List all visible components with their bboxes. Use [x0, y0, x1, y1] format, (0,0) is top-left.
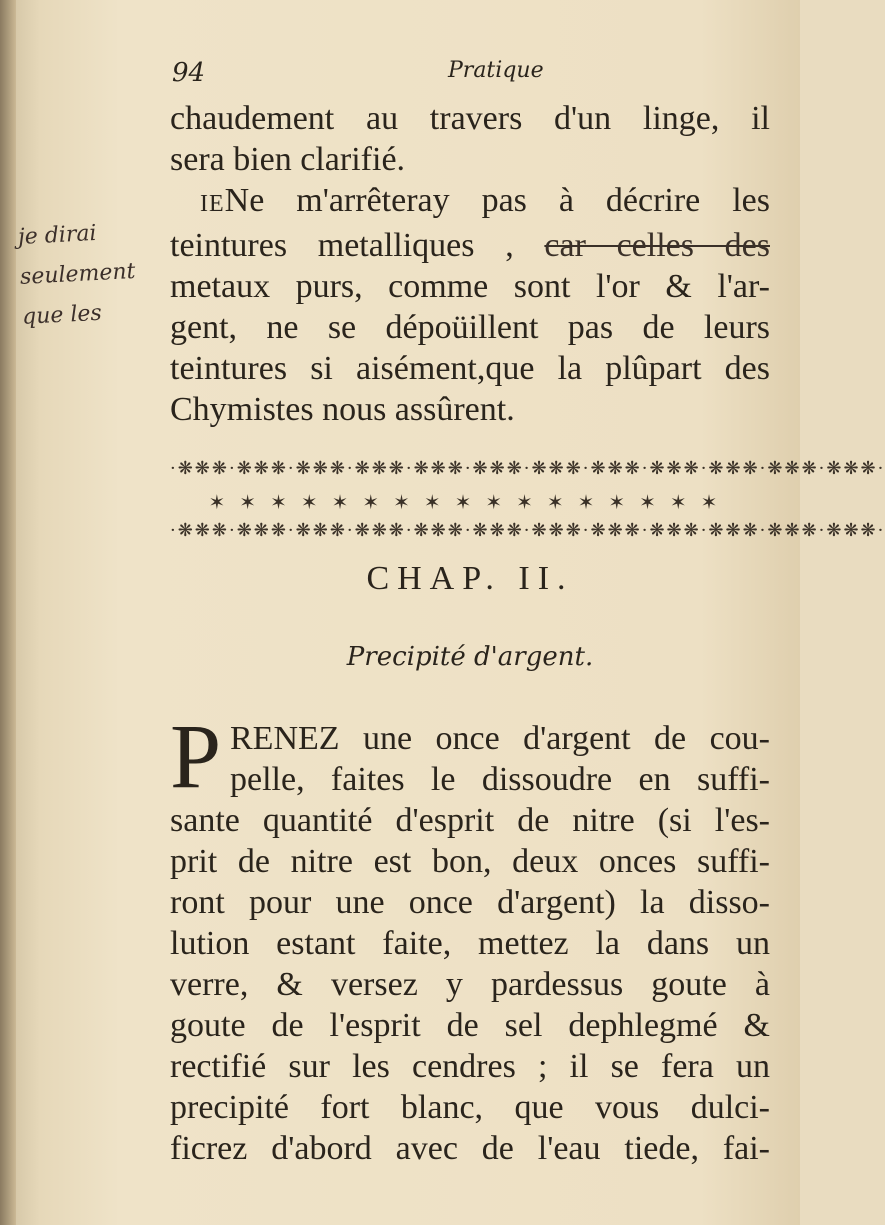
chapter-subtitle: Precipité d'argent. — [346, 642, 594, 672]
running-title: Pratique — [448, 58, 544, 83]
margin-note-line: que les — [21, 300, 103, 330]
margin-note-line: seulement — [19, 258, 137, 290]
text-line: lution estant faite, mettez la dans un — [170, 925, 770, 962]
ornament-stars: ✶✶✶✶✶✶✶✶✶✶✶✶✶✶✶✶✶ — [208, 490, 732, 514]
text-line: ront pour une once d'argent) la disso- — [170, 884, 770, 921]
text-line: ficrez d'abord avec de l'eau tiede, fai- — [170, 1130, 770, 1167]
paragraph-continuation — [170, 98, 770, 180]
margin-note-line: je dirai — [17, 220, 98, 250]
handwritten-margin-note — [17, 210, 173, 338]
paragraph-tinctures — [170, 180, 770, 430]
text-line: goute de l'esprit de sel dephlegmé & — [170, 1007, 770, 1044]
text-line: rectifié sur les cendres ; il se fera un — [170, 1048, 770, 1085]
page-number: 94 — [172, 58, 206, 88]
text-line: RENEZ une once d'argent de cou- — [230, 720, 770, 757]
line-segment: teintures metalliques , — [170, 227, 545, 264]
text-line: gent, ne se dépoüillent pas de leurs — [170, 309, 770, 346]
text-line: prit de nitre est bon, deux onces suffi- — [170, 843, 770, 880]
ornament-row-top: ·❋❋❋·❋❋❋·❋❋❋·❋❋❋·❋❋❋·❋❋❋·❋❋❋·❋❋❋·❋❋❋·❋❋❋·❋❋❋·❋❋❋· — [170, 458, 885, 479]
text-line: teintures si aisément,que la plûpart des — [170, 350, 770, 387]
text-line: sera bien clarifié. — [170, 141, 406, 178]
paragraph-precipitate — [170, 718, 770, 1169]
text-line: pelle, faites le dissoudre en suffi- — [230, 761, 770, 798]
drop-capital: P — [170, 705, 222, 807]
text-line — [170, 225, 770, 266]
text-line: verre, & versez y pardessus goute à — [170, 966, 770, 1003]
lead-rest: Ne m'arrêteray pas à décrire les — [224, 182, 770, 219]
text-line: Chymistes nous assûrent. — [170, 391, 515, 428]
text-line: chaudement au travers d'un linge, il — [170, 100, 770, 137]
page-header — [172, 52, 772, 92]
ornament-row-bottom: ·❋❋❋·❋❋❋·❋❋❋·❋❋❋·❋❋❋·❋❋❋·❋❋❋·❋❋❋·❋❋❋·❋❋❋·❋❋❋·❋❋❋· — [170, 520, 885, 541]
text-line — [170, 180, 770, 225]
chapter-heading: CHAP. II. — [366, 560, 574, 597]
book-gutter — [0, 0, 16, 1225]
small-caps-lead: IE — [200, 191, 225, 217]
text-line: precipité fort blanc, que vous dulci- — [170, 1089, 770, 1126]
text-line: sante quantité d'esprit de nitre (si l'es- — [170, 802, 770, 839]
text-line: metaux purs, comme sont l'or & l'ar- — [170, 268, 770, 305]
struck-text: car celles des — [544, 227, 770, 264]
